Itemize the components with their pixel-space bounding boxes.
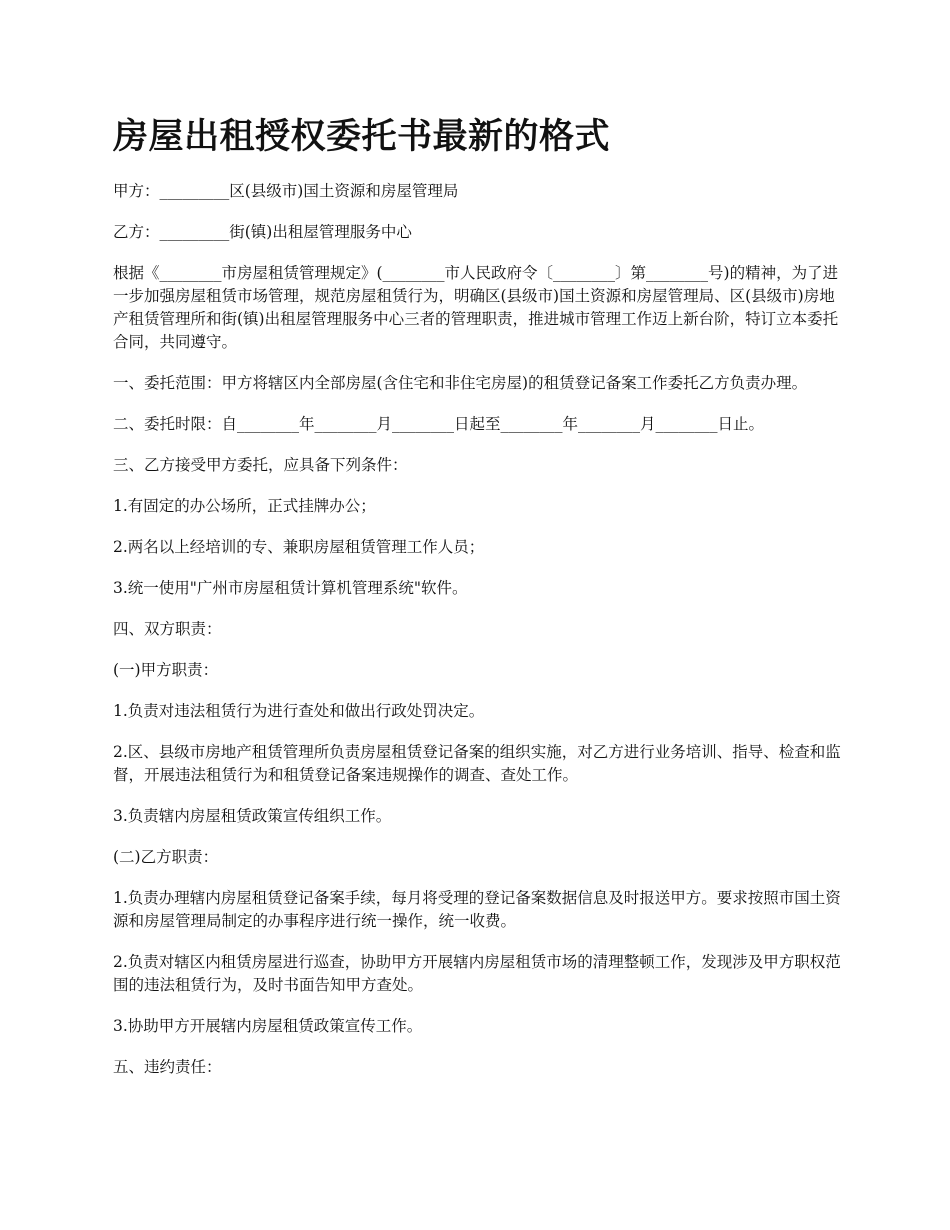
party-a-duty-2: 2.区、县级市房地产租赁管理所负责房屋租赁登记备案的组织实施，对乙方进行业务培训、指导、检查和监督，开展违法租赁行为和租赁登记备案违规操作的调查、查处工作。 <box>113 743 841 784</box>
condition-item-1: 1.有固定的办公场所，正式挂牌办公； <box>113 497 376 515</box>
party-b-duty-3: 3.协助甲方开展辖内房屋租赁政策宣传工作。 <box>113 1017 423 1035</box>
clause-term: 二、委托时限：自________年________月________日起至________年________月________日止。 <box>113 415 765 433</box>
party-b-duty-1: 1.负责办理辖内房屋租赁登记备案手续，每月将受理的登记备案数据信息及时报送甲方。要求按照市国土资源和房屋管理局制定的办事程序进行统一操作，统一收费。 <box>113 889 841 930</box>
condition-item-2: 2.两名以上经培训的专、兼职房屋租赁管理工作人员； <box>113 538 485 556</box>
document-page <box>113 112 848 1097</box>
party-a-line: 甲方：_________区(县级市)国土资源和房屋管理局 <box>113 182 459 200</box>
clause-duties-heading: 四、双方职责： <box>113 620 222 638</box>
party-b-duty-2: 2.负责对辖区内租赁房屋进行巡查，协助甲方开展辖内房屋租赁市场的清理整顿工作，发现涉及甲方职权范围的违法租赁行为，及时书面告知甲方查处。 <box>113 953 841 994</box>
document-title: 房屋出租授权委托书最新的格式 <box>113 116 611 157</box>
party-a-duty-3: 3.负责辖内房屋租赁政策宣传组织工作。 <box>113 807 392 825</box>
preamble-paragraph: 根据《________市房屋租赁管理规定》(________市人民政府令〔________〕第________号)的精神，为了进一步加强房屋租赁市场管理，规范房屋租赁行为，明确区(县级市)国土资源和房屋管理局、区(县级市)房地产租赁管理所和街(镇)出租屋管理服务中心三者的管理职责，推进城市管理工作迈上新台阶，特订立本委托合同，共同遵守。 <box>113 264 839 351</box>
clause-scope: 一、委托范围：甲方将辖区内全部房屋(含住宅和非住宅房屋)的租赁登记备案工作委托乙方负责办理。 <box>113 374 808 392</box>
party-a-duty-1: 1.负责对违法租赁行为进行查处和做出行政处罚决定。 <box>113 702 485 720</box>
party-b-line: 乙方：_________街(镇)出租屋管理服务中心 <box>113 223 412 241</box>
condition-item-3: 3.统一使用"广州市房屋租赁计算机管理系统"软件。 <box>113 579 468 597</box>
clause-liability-heading: 五、违约责任： <box>113 1058 222 1076</box>
clause-conditions-heading: 三、乙方接受甲方委托，应具备下列条件： <box>113 456 408 474</box>
party-a-duties-heading: (一)甲方职责： <box>113 661 219 679</box>
party-b-duties-heading: (二)乙方职责： <box>113 848 219 866</box>
